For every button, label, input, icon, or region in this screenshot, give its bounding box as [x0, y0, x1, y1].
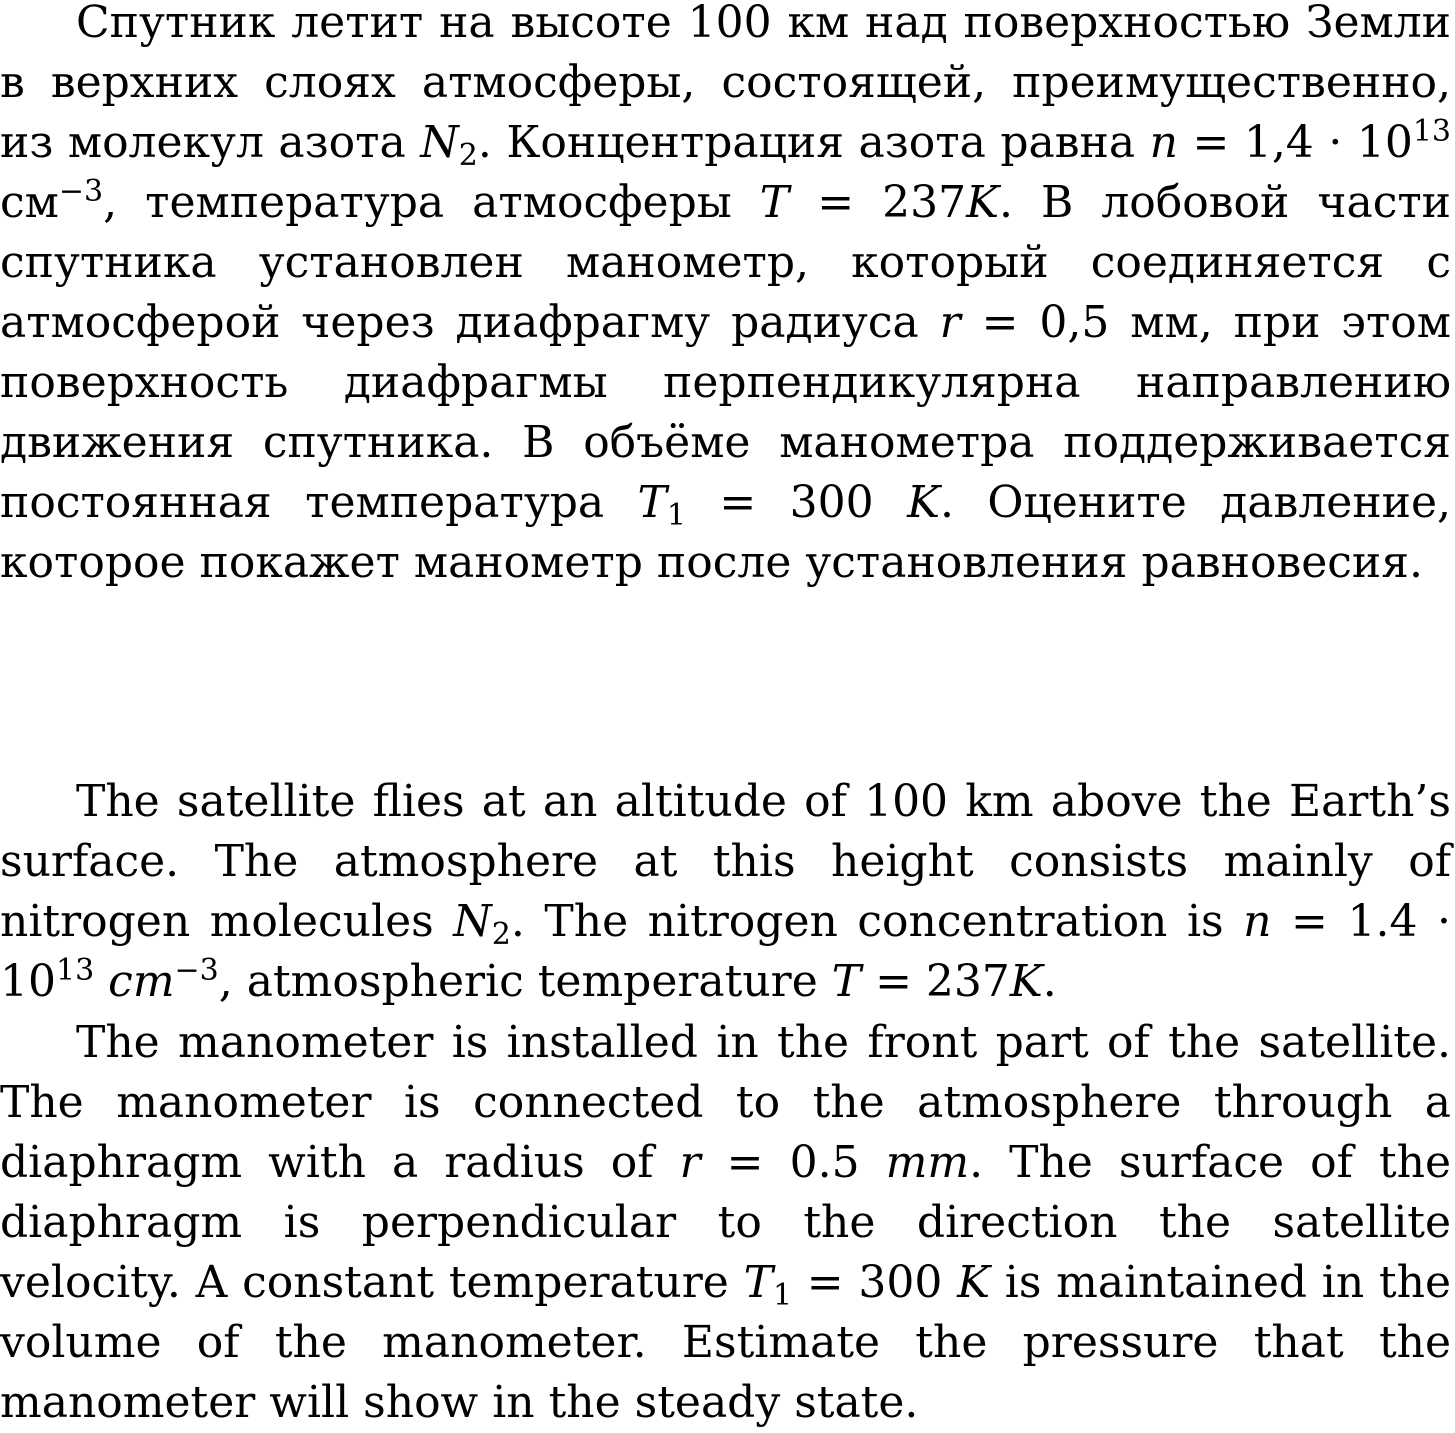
ru-molecule-index: 2: [458, 138, 478, 173]
ru-text-intro: Спутник летит на высоте 100 км над поверхностью Земли в верхних слоях атмосферы, состоящей, преимущественно, из молекул азота: [0, 0, 1451, 168]
en-n-exponent: 13: [56, 953, 95, 988]
ru-n-unit-exponent: −3: [58, 174, 104, 209]
en-t-unit: K: [1009, 956, 1043, 1007]
en-text-concentration: . The nitrogen concentration is: [510, 896, 1244, 947]
ru-text-manometer: . В лобовой части спутника установлен манометр, который соединяется с атмосферой через диафрагму радиуса: [0, 177, 1452, 348]
en-r-value: = 0.5: [700, 1137, 886, 1188]
russian-problem-paragraph: [0, 0, 1451, 593]
en-molecule-symbol: N: [453, 896, 492, 947]
en-t-value: = 237: [861, 956, 1010, 1007]
en-n-unit-exponent: −3: [174, 953, 219, 988]
en-r-unit: mm: [885, 1137, 970, 1188]
ru-r-value: = 0,5 мм: [960, 297, 1199, 348]
en-text-diaphragm: . The surface of the diaphragm is perpendicular to the direction the satellite velocity. A constant temperature: [0, 1137, 1451, 1308]
en-text-question: is maintained in the volume of the manometer. Estimate the pressure that the manometer will show in the steady state.: [0, 1257, 1451, 1428]
ru-n-exponent: 13: [1412, 114, 1452, 149]
en-text-intro: The satellite flies at an altitude of 100 km above the Earth’s surface. The atmosphere at this height consists mainly of nitrogen molecules: [0, 776, 1451, 947]
en-n-value: = 1.4 · 10: [0, 896, 1451, 1007]
ru-t-symbol: T: [759, 177, 790, 228]
ru-r-symbol: r: [939, 297, 961, 348]
english-problem-paragraph-2: [0, 1013, 1451, 1433]
en-r-symbol: r: [679, 1137, 701, 1188]
ru-n-symbol: n: [1149, 117, 1178, 168]
en-text-temperature: , atmospheric temperature: [218, 956, 832, 1007]
en-t1-value: = 300: [792, 1257, 958, 1308]
ru-t1-value: = 300: [685, 477, 908, 528]
ru-text-question: . Оцените давление, которое покажет манометр после установления равновесия.: [0, 477, 1451, 588]
ru-n-unit: см: [0, 177, 59, 228]
ru-n-value: = 1,4 · 10: [1177, 117, 1413, 168]
en-t1-symbol: T: [743, 1257, 773, 1308]
en-text-period: .: [1042, 956, 1057, 1007]
en-text-manometer: The manometer is installed in the front part of the satellite. The manometer is connected to the atmosphere through a diaphragm with a radius of: [0, 1017, 1451, 1188]
en-molecule-index: 2: [491, 917, 511, 952]
english-problem-paragraph-1: [0, 772, 1451, 1012]
ru-text-concentration: . Концентрация азота равна: [477, 117, 1150, 168]
en-n-unit: cm: [94, 956, 175, 1007]
ru-t1-symbol: T: [637, 477, 667, 528]
ru-t1-index: 1: [666, 498, 686, 533]
ru-molecule-symbol: N: [420, 117, 459, 168]
ru-text-diaphragm: , при этом поверхность диафрагмы перпендикулярна направлению движения спутника. В объёме манометра поддерживается постоянная температура: [0, 297, 1452, 528]
ru-text-temperature: , температура атмосферы: [103, 177, 760, 228]
ru-t-value: = 237: [789, 177, 967, 228]
en-t-symbol: T: [831, 956, 862, 1007]
ru-t-unit: K: [966, 177, 999, 228]
en-t1-index: 1: [772, 1278, 793, 1313]
en-n-symbol: n: [1243, 896, 1272, 947]
en-t1-unit: K: [957, 1257, 990, 1308]
ru-t1-unit: K: [907, 477, 940, 528]
